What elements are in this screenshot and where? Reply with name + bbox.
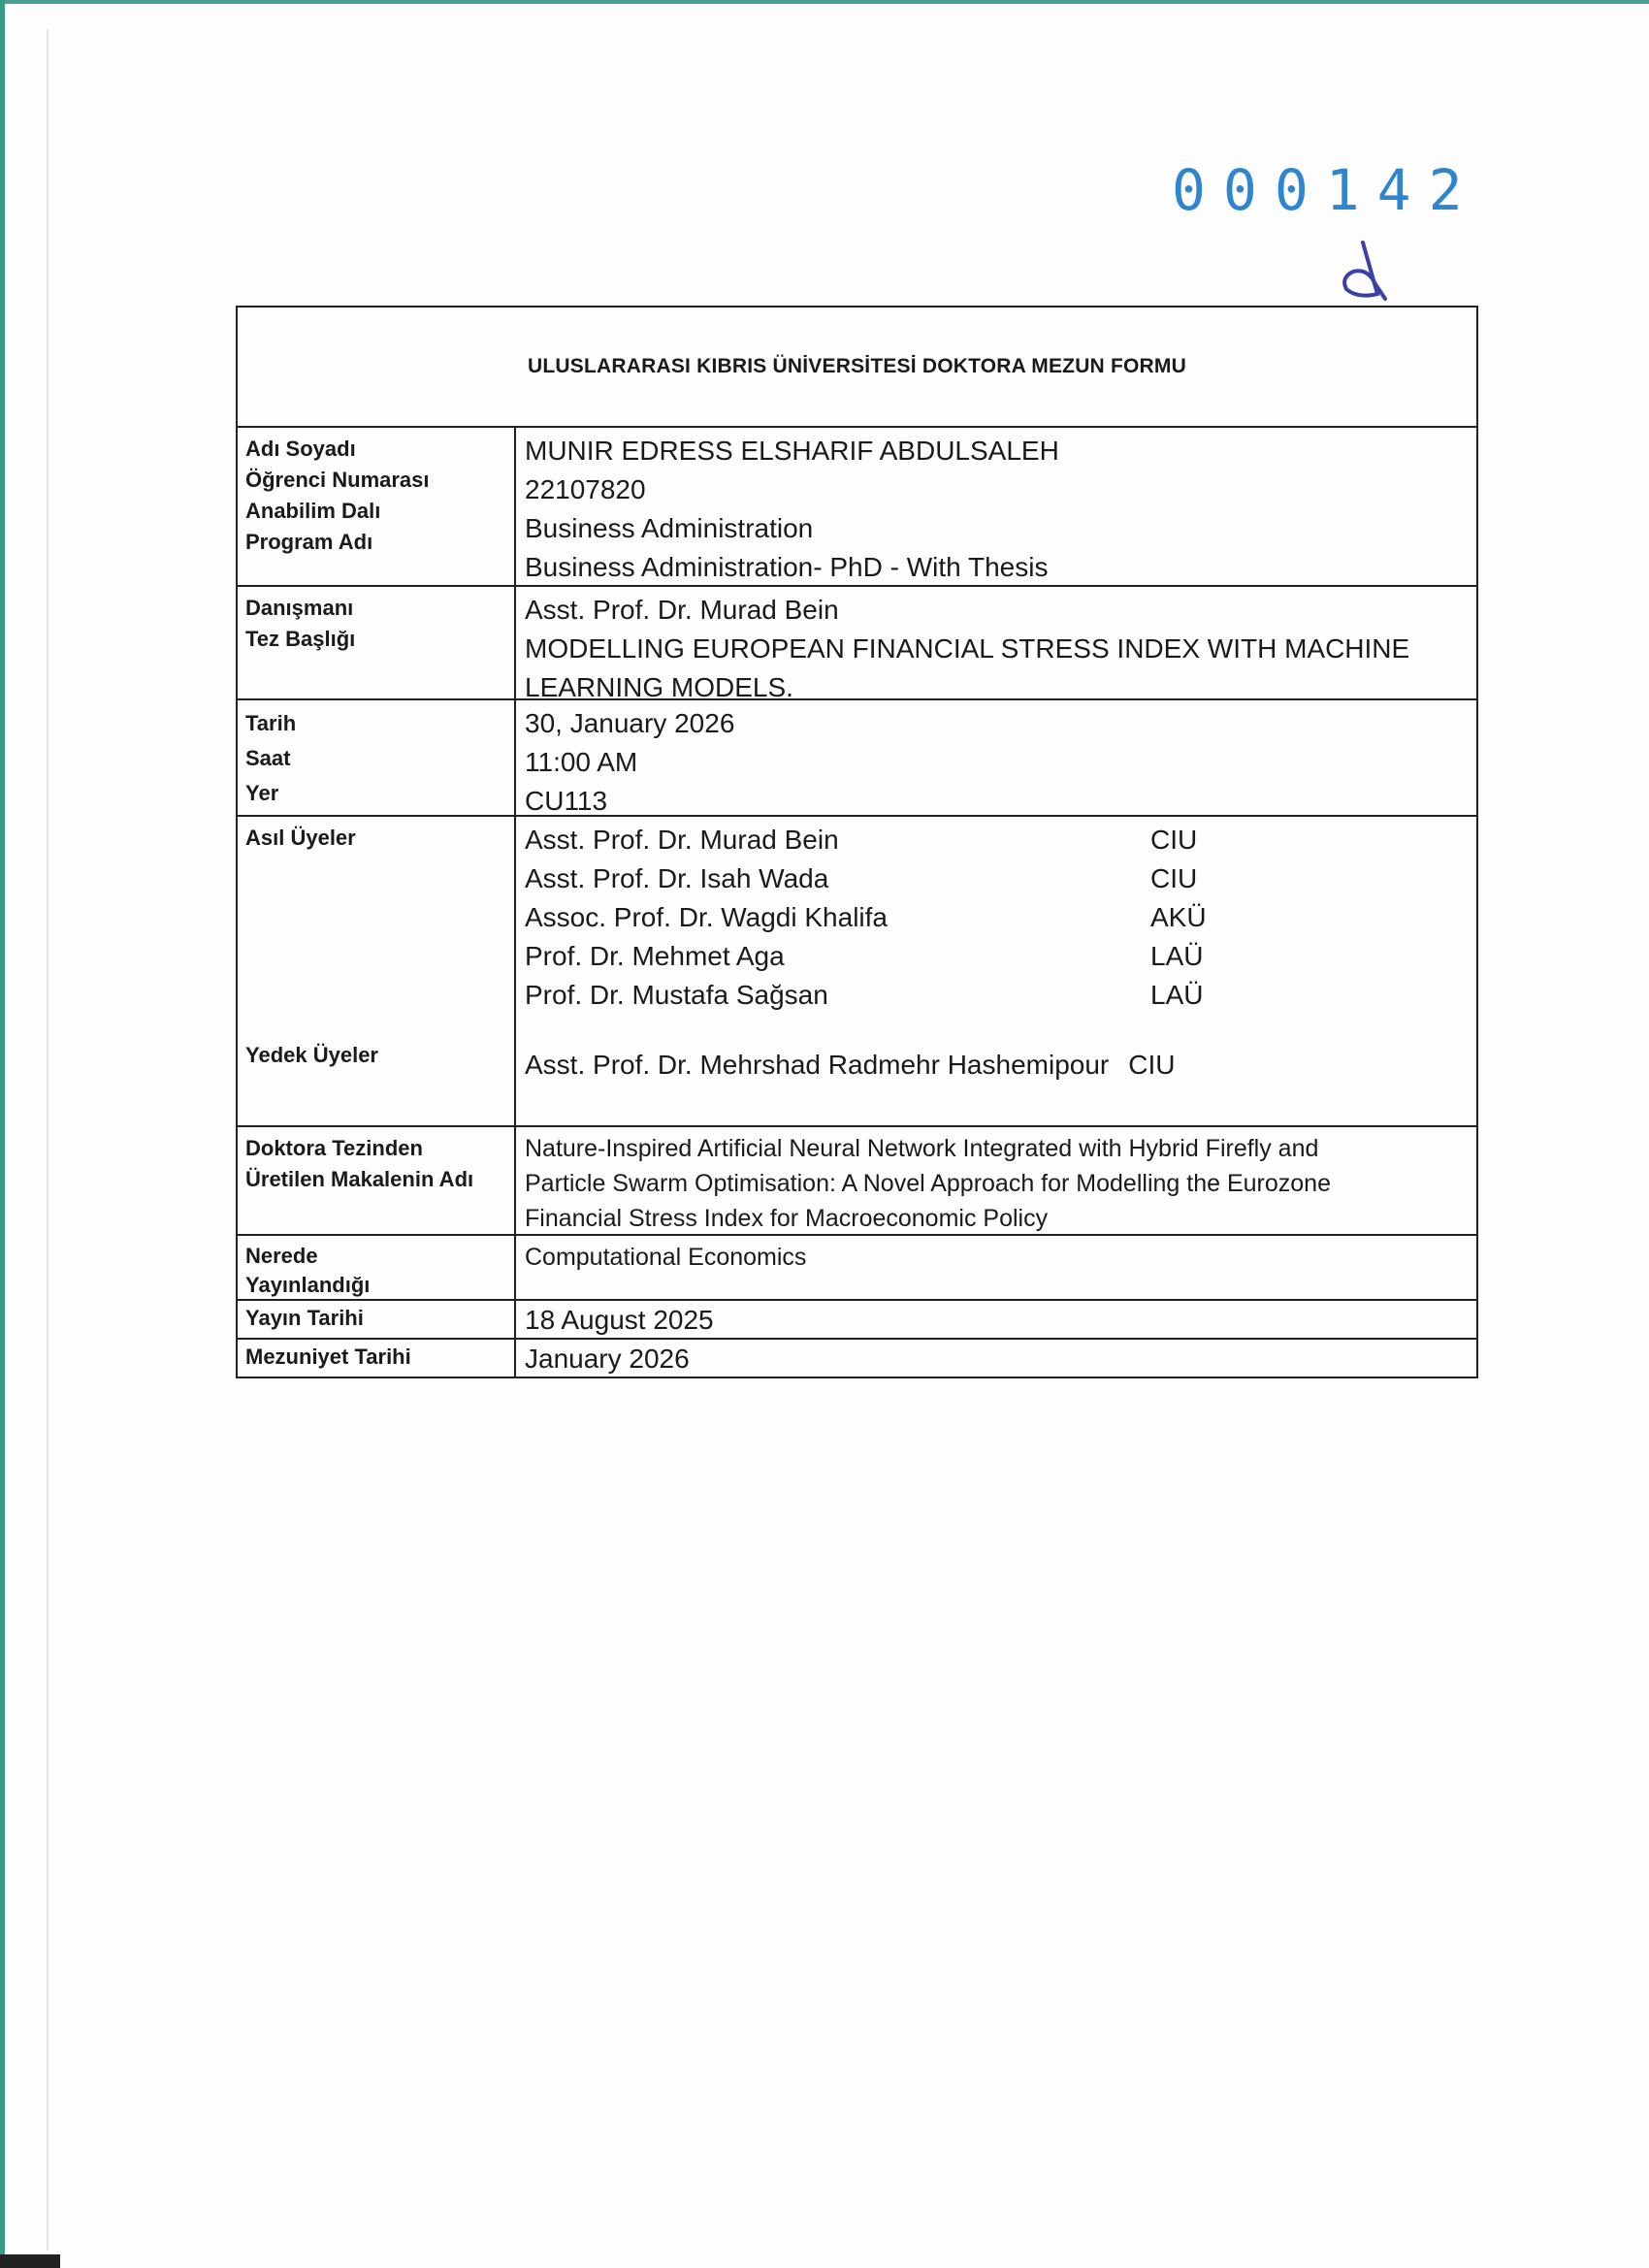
publication-date-row bbox=[238, 1299, 1476, 1338]
value-name: MUNIR EDRESS ELSHARIF ABDULSALEH bbox=[525, 436, 1059, 466]
label-department: Anabilim Dalı bbox=[245, 499, 381, 523]
signature-initials bbox=[1339, 241, 1406, 308]
published-where-row bbox=[238, 1234, 1476, 1299]
label-publication-date: Yayın Tarihi bbox=[238, 1301, 516, 1338]
label-date: Tarih bbox=[245, 711, 297, 735]
label-reserve-members: Yedek Üyeler bbox=[245, 1043, 378, 1067]
form-title: ULUSLARARASI KIBRIS ÜNİVERSİTESİ DOKTORA MEZUN FORMU bbox=[528, 355, 1186, 377]
label-article-2: Üretilen Makalenin Adı bbox=[245, 1167, 474, 1191]
label-published: Yayınlandığı bbox=[245, 1273, 371, 1297]
value-thesis-title-1: MODELLING EUROPEAN FINANCIAL STRESS INDEX WITH MACHINE bbox=[525, 633, 1410, 664]
value-student-no: 22107820 bbox=[525, 474, 646, 504]
article-line: Nature-Inspired Artificial Neural Network Integrated with Hybrid Firefly and bbox=[525, 1135, 1319, 1162]
value-department: Business Administration bbox=[525, 513, 814, 543]
student-row bbox=[238, 426, 1476, 585]
label-student-no: Öğrenci Numarası bbox=[245, 468, 430, 492]
article-line: Particle Swarm Optimisation: A Novel Approach for Modelling the Eurozone bbox=[525, 1170, 1331, 1197]
committee-member: Asst. Prof. Dr. Murad Bein CIU bbox=[525, 825, 1198, 855]
label-place: Yer bbox=[245, 781, 279, 805]
value-journal: Computational Economics bbox=[525, 1244, 807, 1271]
value-graduation-date: January 2026 bbox=[525, 1344, 690, 1374]
scan-line bbox=[47, 29, 48, 2251]
committee-member: Prof. Dr. Mustafa Sağsan LAÜ bbox=[525, 980, 1204, 1010]
label-thesis-title: Tez Başlığı bbox=[245, 627, 356, 651]
value-date: 30, January 2026 bbox=[525, 708, 735, 738]
committee-member: Prof. Dr. Mehmet Aga LAÜ bbox=[525, 941, 1204, 971]
scan-edge-left bbox=[0, 0, 5, 2268]
value-publication-date: 18 August 2025 bbox=[525, 1305, 714, 1335]
graduate-form bbox=[236, 306, 1478, 1378]
graduation-date-row bbox=[238, 1338, 1476, 1377]
article-row bbox=[238, 1125, 1476, 1234]
label-main-members: Asıl Üyeler bbox=[245, 826, 356, 850]
label-time: Saat bbox=[245, 746, 291, 770]
label-article-1: Doktora Tezinden bbox=[245, 1136, 423, 1160]
value-place: CU113 bbox=[525, 786, 608, 816]
committee-member: Asst. Prof. Dr. Isah Wada CIU bbox=[525, 863, 1198, 893]
value-program: Business Administration- PhD - With Thesis bbox=[525, 552, 1049, 582]
label-advisor: Danışmanı bbox=[245, 596, 354, 620]
label-graduation-date: Mezuniyet Tarihi bbox=[238, 1340, 516, 1377]
reserve-member: Asst. Prof. Dr. Mehrshad Radmehr Hashemipour CIU bbox=[525, 1050, 1176, 1080]
committee-member: Assoc. Prof. Dr. Wagdi Khalifa AKÜ bbox=[525, 902, 1207, 932]
label-name: Adı Soyadı bbox=[245, 437, 356, 461]
value-time: 11:00 AM bbox=[525, 747, 638, 777]
defense-row bbox=[238, 698, 1476, 815]
value-advisor: Asst. Prof. Dr. Murad Bein bbox=[525, 595, 839, 625]
scan-edge-top bbox=[0, 0, 1649, 4]
stamp-number: 000142 bbox=[1172, 157, 1480, 223]
committee-row bbox=[238, 815, 1476, 1125]
label-where: Nerede bbox=[245, 1244, 318, 1268]
label-program: Program Adı bbox=[245, 530, 373, 554]
value-thesis-title-2: LEARNING MODELS. bbox=[525, 672, 793, 702]
thesis-row bbox=[238, 585, 1476, 702]
scan-corner bbox=[0, 2254, 60, 2268]
article-line: Financial Stress Index for Macroeconomic Policy bbox=[525, 1205, 1049, 1232]
